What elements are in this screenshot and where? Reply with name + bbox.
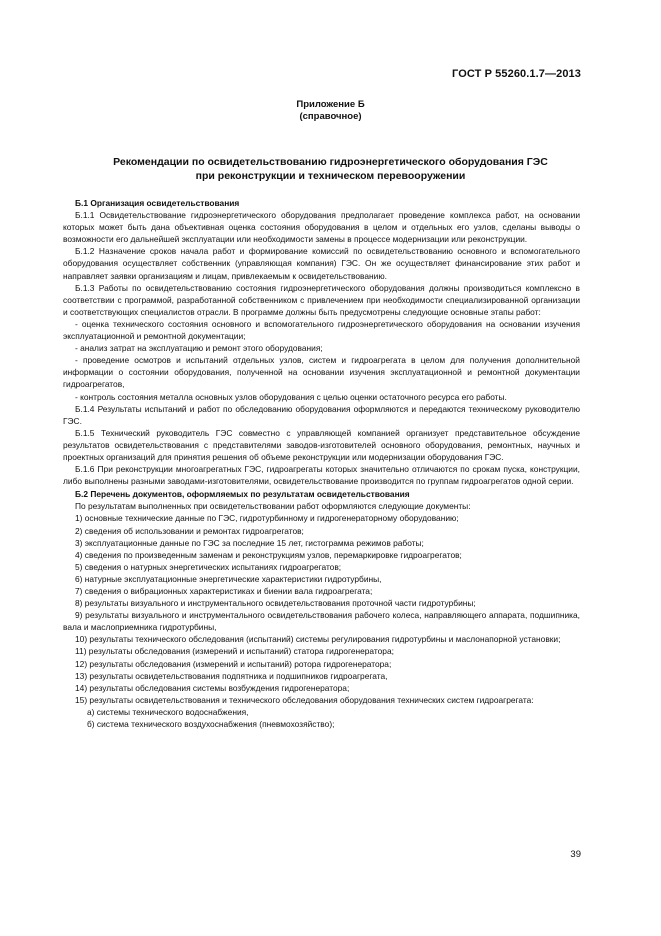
list-item: 2) сведения об использовании и ремонтах гидроагрегатов; (75, 525, 304, 536)
paragraph: По результатам выполненных при освидетельствовании работ оформляются следующие документы: (75, 501, 471, 512)
list-item: 12) результаты обследования (измерений и испытаний) ротора гидрогенератора; (75, 658, 392, 669)
list-item: 6) натурные эксплуатационные энергетические характеристики гидротурбины, (75, 573, 382, 584)
list-item: 5) сведения о натурных энергетических испытаниях гидроагрегатов; (75, 561, 342, 572)
title-line-2: при реконструкции и техническом перевооружении (195, 170, 466, 182)
page-number: 39 (570, 849, 581, 860)
list-item: 4) сведения по произведенным заменам и реконструкциям узлов, перемаркировке гидроагрегатов; (75, 549, 462, 560)
appendix-type: (справочное) (299, 111, 362, 122)
title-line-1: Рекомендации по освидетельствованию гидроэнергетического оборудования ГЭС (113, 156, 548, 168)
section-heading: Б.2 Перечень документов, оформляемых по результатам освидетельствования (75, 489, 410, 500)
paragraph: Б.1.4 Результаты испытаний и работ по обследованию оборудования оформляются и передаются техническому руководителю ГЭС. (63, 403, 580, 426)
list-item: - анализ затрат на эксплуатацию и ремонт этого оборудования; (75, 343, 323, 354)
list-item: 13) результаты освидетельствования подпятника и подшипников гидроагрегата, (75, 670, 388, 681)
document-code: ГОСТ Р 55260.1.7—2013 (452, 68, 581, 80)
paragraph: Б.1.3 Работы по освидетельствованию состояния гидроэнергетического оборудования должны производиться комплексно в соответствии с программой, разработанной собственником с привлечением при необходимости специализированной организации и соответствующих специалистов отрасли. В программе должны быть предусмотрены следующие основные этапы работ: (63, 282, 580, 317)
list-item: 7) сведения о вибрационных характеристиках и биении вала гидроагрегата; (75, 586, 373, 596)
paragraph: Б.1.2 Назначение сроков начала работ и формирование комиссий по освидетельствованию основного и вспомогательного оборудования осуществляет собственник (управляющая компания) ГЭС. Он же осуществляет финансирование этих работ и направляет заявки организациям и лицам, привлекаемым к освидетельствованию. (63, 246, 580, 281)
appendix-label: Приложение Б (296, 99, 365, 110)
appendix-heading (0, 99, 661, 123)
list-item: - оценка технического состояния основного и вспомогательного гидроэнергетического оборудования на основании изучения эксплуатационной и ремонтной документации; (63, 318, 580, 342)
list-item: 3) эксплуатационные данные по ГЭС за последние 15 лет, гистограмма режимов работы; (75, 537, 424, 548)
list-item: - проведение осмотров и испытаний отдельных узлов, систем и гидроагрегата в целом для получения дополнительной информации о состоянии оборудования, полученной на основании изучения эксплуатационной и ремонтной документации гидроагрегатов, (63, 355, 580, 390)
sub-list-item: а) системы технического водоснабжения, (87, 706, 249, 717)
document-body (63, 196, 580, 730)
list-item: 9) результаты визуального и инструментального освидетельствования рабочего колеса, направляющего аппарата, подшипника, вала и маслоприемника гидротурбины, (63, 610, 580, 633)
sub-list-item: б) система технического воздухоснабжения (пневмохозяйство); (87, 719, 335, 730)
page-title (60, 155, 601, 183)
list-item: 15) результаты освидетельствования и технического обследования оборудования технических систем гидроагрегата: (75, 694, 534, 705)
list-item: 1) основные технические данные по ГЭС, гидротурбинному и гидрогенераторному оборудованию; (75, 513, 459, 524)
paragraph: Б.1.1 Освидетельствование гидроэнергетического оборудования предполагает проведение комплекса работ, на основании которых может быть дана объективная оценка состояния оборудования в целом и отдельных его узлов, сделаны выводы о возможности его дальнейшей эксплуатации или необходимости замены в процессе модернизации или реконструкции. (63, 210, 580, 245)
paragraph: Б.1.6 При реконструкции многоагрегатных ГЭС, гидроагрегаты которых значительно отличаются по срокам пуска, конструкции, либо выполнены разными заводами-изготовителями, освидетельствование производится по группам гидроагрегатов одной серии. (63, 464, 580, 487)
list-item: 14) результаты обследования системы возбуждения гидрогенератора; (75, 682, 350, 693)
list-item: 11) результаты обследования (измерений и испытаний) статора гидрогенератора; (75, 646, 394, 657)
list-item: 8) результаты визуального и инструментального освидетельствования проточной части гидротурбины; (75, 598, 476, 609)
list-item: 10) результаты технического обследования (испытаний) системы регулирования гидротурбины и маслонапорной установки; (75, 634, 561, 645)
list-item: - контроль состояния металла основных узлов оборудования с целью оценки остаточного ресурса его работы. (75, 391, 507, 402)
paragraph: Б.1.5 Технический руководитель ГЭС совместно с управляющей компанией организует представительное обсуждение результатов освидетельствования с представителями заводов-изготовителей основного оборудования, ремонтных, научных и проектных организаций для принятия решения об объеме реконструкции или модернизации оборудования ГЭС. (63, 427, 580, 462)
section-heading: Б.1 Организация освидетельствования (75, 198, 240, 208)
